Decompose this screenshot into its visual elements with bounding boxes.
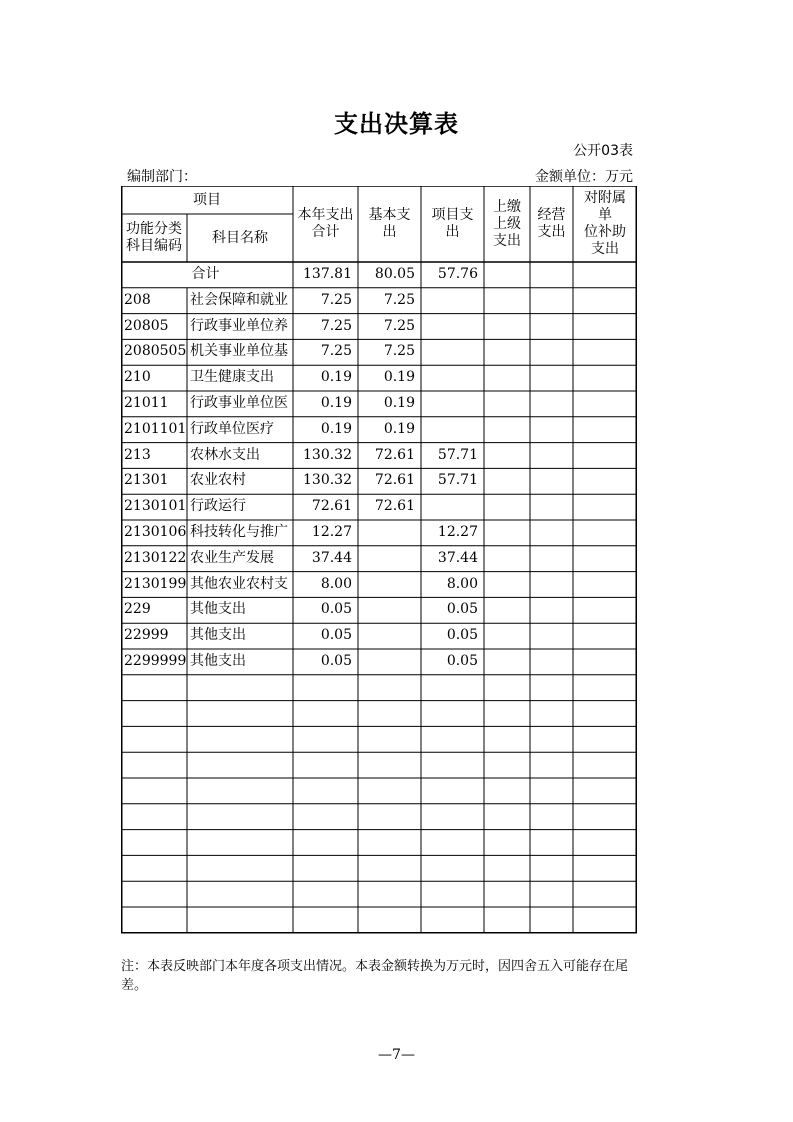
row-project: 8.00 <box>446 575 478 592</box>
row-code: 210 <box>124 369 151 386</box>
row-name: 其他支出 <box>190 627 246 644</box>
row-basic: 7.25 <box>383 343 415 360</box>
row-total: 0.19 <box>320 420 352 437</box>
row-project: 0.05 <box>446 653 478 669</box>
row-total: 72.61 <box>311 498 352 515</box>
row-basic: 72.61 <box>374 498 415 515</box>
row-name: 行政单位医疗 <box>190 420 274 437</box>
row-total: 37.44 <box>311 549 352 566</box>
row-total: 7.25 <box>320 317 352 334</box>
total-label: 合计 <box>191 266 220 282</box>
row-project: 0.05 <box>446 601 478 618</box>
row-code: 2101101 <box>124 420 187 437</box>
page-title: 支出决算表 <box>334 110 459 138</box>
row-project: 57.71 <box>437 472 478 489</box>
row-total: 130.32 <box>303 446 352 463</box>
row-basic: 72.61 <box>374 446 415 463</box>
row-total: 7.25 <box>320 343 352 360</box>
row-name: 其他支出 <box>190 653 246 669</box>
row-total: 0.19 <box>320 395 352 411</box>
row-total: 12.27 <box>311 524 352 540</box>
row-project: 57.71 <box>437 446 478 463</box>
row-code: 2130106 <box>124 524 187 540</box>
header-operating: 经营 支出 <box>537 207 566 240</box>
row-total: 0.05 <box>320 653 352 669</box>
header-name: 科目名称 <box>212 229 268 246</box>
row-total: 0.05 <box>320 601 352 618</box>
total-project: 57.76 <box>437 266 478 282</box>
row-code: 213 <box>124 446 151 463</box>
row-code: 21011 <box>124 395 169 411</box>
row-code: 22999 <box>124 627 169 644</box>
row-total: 130.32 <box>303 472 352 489</box>
row-total: 0.05 <box>320 627 352 644</box>
header-upper-remit: 上缴 上级 支出 <box>493 198 521 249</box>
row-name: 社会保障和就业 <box>190 291 288 308</box>
expenditure-table <box>121 186 637 952</box>
row-code: 2080505 <box>124 343 187 360</box>
row-basic: 0.19 <box>383 395 415 411</box>
row-name: 科技转化与推广 <box>190 524 288 540</box>
row-code: 21301 <box>124 472 169 489</box>
header-code: 功能分类 科目编码 <box>126 221 182 254</box>
total-basic: 80.05 <box>374 266 415 282</box>
row-total: 0.19 <box>320 369 352 386</box>
row-code: 2130101 <box>124 498 187 515</box>
footnote: 注：本表反映部门本年度各项支出情况。本表金额转换为万元时，因四舍五入可能存在尾差。 <box>121 959 629 993</box>
row-name: 机关事业单位基 <box>190 343 288 360</box>
total-amount: 137.81 <box>303 266 352 282</box>
header-total: 本年支出 合计 <box>297 207 354 240</box>
row-code: 208 <box>124 291 151 308</box>
header-subsidy: 对附属 单 位补助 支出 <box>584 190 626 257</box>
row-code: 2130122 <box>124 549 187 566</box>
unit-label: 金额单位：万元 <box>535 169 633 185</box>
row-code: 20805 <box>124 317 169 334</box>
row-code: 2130199 <box>124 575 187 592</box>
row-name: 农业农村 <box>190 472 246 489</box>
dept-label: 编制部门： <box>127 169 197 185</box>
row-name: 其他农业农村支 <box>190 575 288 592</box>
row-project: 0.05 <box>446 627 478 644</box>
page-number: —7— <box>378 1047 415 1063</box>
row-code: 2299999 <box>124 653 187 669</box>
row-code: 229 <box>124 601 151 618</box>
row-basic: 0.19 <box>383 420 415 437</box>
row-total: 8.00 <box>320 575 352 592</box>
row-project: 12.27 <box>437 524 478 540</box>
row-basic: 72.61 <box>374 472 415 489</box>
row-name: 卫生健康支出 <box>190 369 274 386</box>
row-name: 行政事业单位养 <box>190 317 288 334</box>
row-basic: 7.25 <box>383 317 415 334</box>
header-basic: 基本支 出 <box>368 207 411 240</box>
row-total: 7.25 <box>320 291 352 308</box>
row-name: 农业生产发展 <box>190 549 274 566</box>
row-name: 行政运行 <box>190 498 246 515</box>
row-project: 37.44 <box>437 549 478 566</box>
row-basic: 7.25 <box>383 291 415 308</box>
row-name: 其他支出 <box>190 601 246 618</box>
row-name: 行政事业单位医 <box>190 395 288 411</box>
row-basic: 0.19 <box>383 369 415 386</box>
header-project: 项目 <box>193 191 221 208</box>
form-number: 公开03表 <box>573 143 633 159</box>
row-name: 农林水支出 <box>190 446 260 463</box>
header-project-exp: 项目支 出 <box>431 207 474 240</box>
